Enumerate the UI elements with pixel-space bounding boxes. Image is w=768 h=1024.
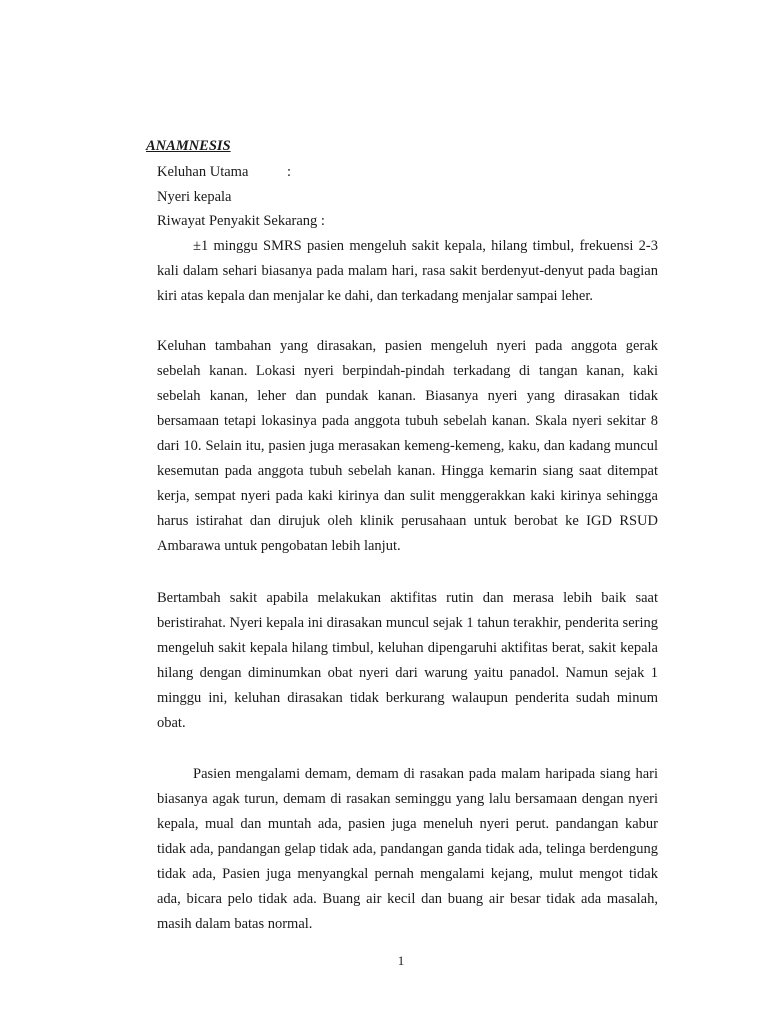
page-number: 1 (397, 953, 405, 968)
paragraph-2: Keluhan tambahan yang dirasakan, pasien mengeluh nyeri pada anggota gerak sebelah kanan. Lokasi nyeri berpindah-pindah terkadang di tangan kanan, kaki sebelah kanan, leher dan pundak kanan. Biasanya nyeri yang dirasakan tidak bersamaan tetapi lokasinya pada anggota tubuh sebelah kanan. Skala nyeri sekitar 8 dari 10. Selain itu, pasien juga merasakan kemeng-kemeng, kaku, dan kadang muncul kesemutan pada anggota tubuh sebelah kanan. Hingga kemarin siang saat ditempat kerja, sempat nyeri pada kaki kirinya dan sulit menggerakkan kaki kirinya sehingga harus istirahat dan dirujuk oleh klinik perusahaan untuk berobat ke IGD RSUD Ambarawa untuk pengobatan lebih lanjut. (157, 338, 658, 554)
paragraph-4: Pasien mengalami demam, demam di rasakan pada malam haripada siang hari biasanya agak turun, demam di rasakan seminggu yang lalu bersamaan dengan nyeri kepala, mual dan muntah ada, pasien juga meneluh nyeri perut. pandangan kabur tidak ada, pandangan gelap tidak ada, pandangan ganda tidak ada, telinga berdengung tidak ada, Pasien juga menyangkal pernah mengalami kejang, mulut mengot tidak ada, bicara pelo tidak ada. Buang air kecil dan buang air besar tidak ada masalah, masih dalam batas normal. (157, 766, 658, 932)
keluhan-utama-value: Nyeri kepala (157, 189, 232, 205)
keluhan-utama-colon: : (287, 164, 292, 180)
section-heading: ANAMNESIS (146, 138, 231, 154)
keluhan-utama-row (157, 162, 291, 182)
paragraph-1: ±1 minggu SMRS pasien mengeluh sakit kepala, hilang timbul, frekuensi 2-3 kali dalam sehari biasanya pada malam hari, rasa sakit berdenyut-denyut pada bagian kiri atas kepala dan menjalar ke dahi, dan terkadang menjalar sampai leher. (157, 238, 658, 304)
keluhan-utama-label: Keluhan Utama (157, 164, 249, 180)
rps-label: Riwayat Penyakit Sekarang : (157, 213, 325, 229)
paragraph-3: Bertambah sakit apabila melakukan aktifitas rutin dan merasa lebih baik saat beristirahat. Nyeri kepala ini dirasakan muncul sejak 1 tahun terakhir, penderita sering mengeluh sakit kepala hilang timbul, keluhan dipengaruhi aktifitas berat, sakit kepala hilang dengan diminumkan obat nyeri dari warung yaitu panadol. Namun sejak 1 minggu ini, keluhan dirasakan tidak berkurang walaupun penderita sudah minum obat. (157, 590, 658, 731)
